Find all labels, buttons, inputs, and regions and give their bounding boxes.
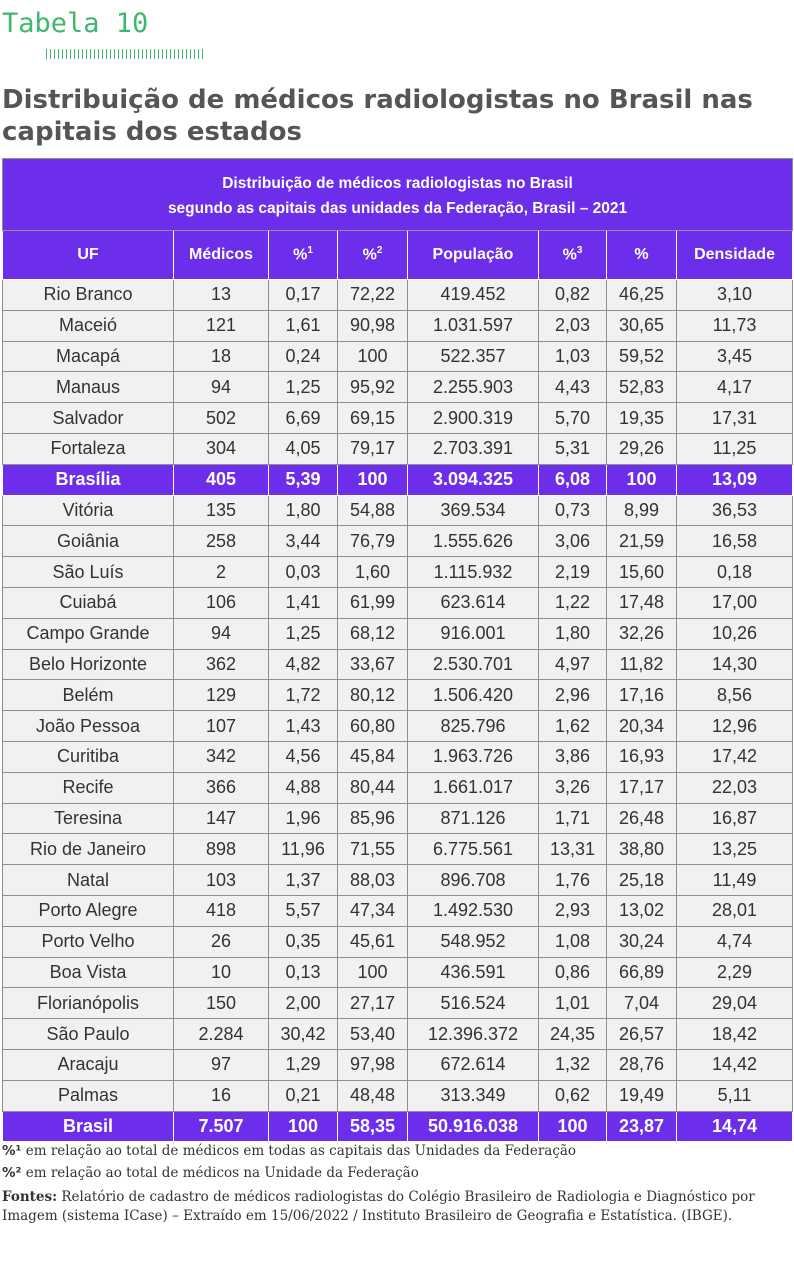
row-value-cell: 1.506.420	[408, 680, 539, 711]
row-capital-cell: Macapá	[3, 341, 174, 372]
table-row	[3, 557, 793, 588]
sources-label: Fontes:	[2, 1189, 58, 1205]
column-header-label: %	[362, 246, 377, 264]
table-row	[3, 618, 793, 649]
table-row	[3, 649, 793, 680]
row-value-cell: 6,69	[269, 403, 338, 434]
row-value-cell: 6,08	[539, 464, 607, 495]
row-value-cell: 5,31	[539, 433, 607, 464]
row-value-cell: 106	[174, 587, 269, 618]
row-value-cell: 30,65	[607, 310, 677, 341]
total-value-cell: 50.916.038	[408, 1111, 539, 1142]
row-value-cell: 11,49	[677, 865, 793, 896]
table-row	[3, 495, 793, 526]
row-value-cell: 419.452	[408, 280, 539, 311]
row-value-cell: 11,73	[677, 310, 793, 341]
row-value-cell: 4,43	[539, 372, 607, 403]
row-value-cell: 4,17	[677, 372, 793, 403]
row-capital-cell: Brasília	[3, 464, 174, 495]
row-value-cell: 107	[174, 711, 269, 742]
row-value-cell: 11,96	[269, 834, 338, 865]
row-value-cell: 129	[174, 680, 269, 711]
row-value-cell: 13,31	[539, 834, 607, 865]
row-value-cell: 12.396.372	[408, 1019, 539, 1050]
column-header	[174, 231, 269, 280]
row-value-cell: 1,96	[269, 803, 338, 834]
row-value-cell: 672.614	[408, 1049, 539, 1080]
row-value-cell: 79,17	[338, 433, 408, 464]
row-capital-cell: Goiânia	[3, 526, 174, 557]
row-value-cell: 1,25	[269, 618, 338, 649]
row-value-cell: 2,96	[539, 680, 607, 711]
row-value-cell: 2.530.701	[408, 649, 539, 680]
table-row	[3, 341, 793, 372]
row-value-cell: 1.555.626	[408, 526, 539, 557]
row-value-cell: 0,86	[539, 957, 607, 988]
row-value-cell: 369.534	[408, 495, 539, 526]
table-row	[3, 587, 793, 618]
row-value-cell: 1,80	[539, 618, 607, 649]
row-capital-cell: Fortaleza	[3, 433, 174, 464]
table-row	[3, 926, 793, 957]
row-capital-cell: João Pessoa	[3, 711, 174, 742]
row-value-cell: 4,56	[269, 741, 338, 772]
total-value-cell: 100	[269, 1111, 338, 1142]
table-row	[3, 372, 793, 403]
row-value-cell: 11,82	[607, 649, 677, 680]
row-value-cell: 1,08	[539, 926, 607, 957]
row-value-cell: 28,01	[677, 895, 793, 926]
row-value-cell: 0,21	[269, 1080, 338, 1111]
footnote-2-text: em relação ao total de médicos na Unidade da Federação	[25, 1165, 419, 1181]
row-value-cell: 60,80	[338, 711, 408, 742]
row-value-cell: 18	[174, 341, 269, 372]
row-value-cell: 54,88	[338, 495, 408, 526]
column-header	[607, 231, 677, 280]
row-value-cell: 100	[338, 464, 408, 495]
row-value-cell: 27,17	[338, 988, 408, 1019]
column-header-label: %	[562, 246, 577, 264]
row-value-cell: 1,72	[269, 680, 338, 711]
table-row	[3, 803, 793, 834]
row-value-cell: 13	[174, 280, 269, 311]
row-capital-cell: Florianópolis	[3, 988, 174, 1019]
sources-text: Relatório de cadastro de médicos radiologistas do Colégio Brasileiro de Radiologia e Diagnóstico por Imagem (sistema ICase) – Extraído em 15/06/2022 / Instituto Brasileiro de Geografia e Estatística. (IBGE).	[2, 1189, 755, 1224]
row-value-cell: 33,67	[338, 649, 408, 680]
row-value-cell: 3,45	[677, 341, 793, 372]
row-value-cell: 0,62	[539, 1080, 607, 1111]
row-value-cell: 17,00	[677, 587, 793, 618]
radiologists-table	[2, 158, 793, 1142]
row-value-cell: 4,88	[269, 772, 338, 803]
total-value-cell: 7.507	[174, 1111, 269, 1142]
table-row	[3, 772, 793, 803]
table-row	[3, 957, 793, 988]
row-value-cell: 0,13	[269, 957, 338, 988]
column-header-label: Médicos	[188, 246, 253, 263]
column-header	[338, 231, 408, 280]
row-value-cell: 4,74	[677, 926, 793, 957]
row-value-cell: 405	[174, 464, 269, 495]
table-row	[3, 741, 793, 772]
footnote-1-text: em relação ao total de médicos em todas as capitais das Unidades da Federação	[25, 1143, 577, 1159]
row-value-cell: 3,10	[677, 280, 793, 311]
row-capital-cell: Curitiba	[3, 741, 174, 772]
row-value-cell: 1,32	[539, 1049, 607, 1080]
table-row	[3, 310, 793, 341]
row-value-cell: 418	[174, 895, 269, 926]
total-label-cell: Brasil	[3, 1111, 174, 1142]
table-row	[3, 680, 793, 711]
row-value-cell: 32,26	[607, 618, 677, 649]
row-value-cell: 12,96	[677, 711, 793, 742]
row-value-cell: 29,26	[607, 433, 677, 464]
row-value-cell: 3,06	[539, 526, 607, 557]
row-value-cell: 26,48	[607, 803, 677, 834]
row-value-cell: 2.703.391	[408, 433, 539, 464]
row-value-cell: 135	[174, 495, 269, 526]
table-row	[3, 711, 793, 742]
footnote-1	[2, 1140, 782, 1162]
row-value-cell: 13,02	[607, 895, 677, 926]
row-value-cell: 1,25	[269, 372, 338, 403]
table-number-label: Tabela 10	[2, 8, 149, 39]
column-header-label: UF	[77, 246, 99, 263]
row-value-cell: 2.900.319	[408, 403, 539, 434]
table-row-highlighted	[3, 464, 793, 495]
row-value-cell: 4,97	[539, 649, 607, 680]
row-value-cell: 97	[174, 1049, 269, 1080]
row-value-cell: 1,37	[269, 865, 338, 896]
row-value-cell: 1,29	[269, 1049, 338, 1080]
row-capital-cell: Porto Alegre	[3, 895, 174, 926]
row-value-cell: 4,82	[269, 649, 338, 680]
table-row	[3, 433, 793, 464]
column-header-label: População	[432, 246, 514, 263]
row-value-cell: 4,05	[269, 433, 338, 464]
row-value-cell: 916.001	[408, 618, 539, 649]
row-capital-cell: Belo Horizonte	[3, 649, 174, 680]
column-header	[3, 231, 174, 280]
row-value-cell: 30,42	[269, 1019, 338, 1050]
row-value-cell: 19,35	[607, 403, 677, 434]
footnote-2-mark: %²	[2, 1165, 22, 1181]
row-value-cell: 76,79	[338, 526, 408, 557]
column-header-row	[3, 231, 793, 280]
row-value-cell: 0,73	[539, 495, 607, 526]
row-value-cell: 5,11	[677, 1080, 793, 1111]
row-value-cell: 15,60	[607, 557, 677, 588]
row-value-cell: 1,22	[539, 587, 607, 618]
row-value-cell: 30,24	[607, 926, 677, 957]
row-value-cell: 28,76	[607, 1049, 677, 1080]
row-value-cell: 45,84	[338, 741, 408, 772]
row-value-cell: 16,58	[677, 526, 793, 557]
row-value-cell: 53,40	[338, 1019, 408, 1050]
row-value-cell: 0,03	[269, 557, 338, 588]
row-value-cell: 2,93	[539, 895, 607, 926]
row-value-cell: 14,30	[677, 649, 793, 680]
row-value-cell: 0,24	[269, 341, 338, 372]
row-value-cell: 436.591	[408, 957, 539, 988]
row-value-cell: 5,57	[269, 895, 338, 926]
row-value-cell: 362	[174, 649, 269, 680]
row-value-cell: 18,42	[677, 1019, 793, 1050]
row-value-cell: 2,00	[269, 988, 338, 1019]
row-value-cell: 0,18	[677, 557, 793, 588]
row-value-cell: 8,56	[677, 680, 793, 711]
table-row	[3, 1080, 793, 1111]
row-value-cell: 896.708	[408, 865, 539, 896]
row-value-cell: 20,34	[607, 711, 677, 742]
column-header-superscript: 3	[576, 245, 583, 257]
column-header-superscript: 2	[376, 245, 383, 257]
row-value-cell: 2,03	[539, 310, 607, 341]
row-value-cell: 1.492.530	[408, 895, 539, 926]
table-total-row	[3, 1111, 793, 1142]
row-value-cell: 2,19	[539, 557, 607, 588]
row-value-cell: 1,43	[269, 711, 338, 742]
row-capital-cell: Boa Vista	[3, 957, 174, 988]
row-value-cell: 1,71	[539, 803, 607, 834]
row-capital-cell: Salvador	[3, 403, 174, 434]
row-value-cell: 623.614	[408, 587, 539, 618]
row-capital-cell: Palmas	[3, 1080, 174, 1111]
row-value-cell: 342	[174, 741, 269, 772]
row-value-cell: 100	[607, 464, 677, 495]
row-value-cell: 17,16	[607, 680, 677, 711]
row-value-cell: 13,09	[677, 464, 793, 495]
row-capital-cell: Porto Velho	[3, 926, 174, 957]
row-value-cell: 17,31	[677, 403, 793, 434]
row-value-cell: 871.126	[408, 803, 539, 834]
row-value-cell: 26,57	[607, 1019, 677, 1050]
row-value-cell: 80,12	[338, 680, 408, 711]
table-row	[3, 988, 793, 1019]
row-value-cell: 5,39	[269, 464, 338, 495]
column-header	[677, 231, 793, 280]
table-row	[3, 834, 793, 865]
footnote-2	[2, 1162, 782, 1184]
row-capital-cell: Campo Grande	[3, 618, 174, 649]
row-value-cell: 366	[174, 772, 269, 803]
row-capital-cell: Natal	[3, 865, 174, 896]
row-value-cell: 10,26	[677, 618, 793, 649]
row-value-cell: 38,80	[607, 834, 677, 865]
table-row	[3, 1049, 793, 1080]
row-value-cell: 1.963.726	[408, 741, 539, 772]
row-value-cell: 522.357	[408, 341, 539, 372]
row-value-cell: 2	[174, 557, 269, 588]
row-value-cell: 0,17	[269, 280, 338, 311]
row-value-cell: 3.094.325	[408, 464, 539, 495]
column-header-label: %	[634, 246, 649, 263]
row-value-cell: 1,01	[539, 988, 607, 1019]
footnote-1-mark: %¹	[2, 1143, 22, 1159]
row-value-cell: 59,52	[607, 341, 677, 372]
row-value-cell: 88,03	[338, 865, 408, 896]
row-value-cell: 0,35	[269, 926, 338, 957]
row-value-cell: 3,44	[269, 526, 338, 557]
row-value-cell: 6.775.561	[408, 834, 539, 865]
table-row	[3, 403, 793, 434]
row-value-cell: 72,22	[338, 280, 408, 311]
row-capital-cell: Cuiabá	[3, 587, 174, 618]
row-value-cell: 17,42	[677, 741, 793, 772]
row-value-cell: 5,70	[539, 403, 607, 434]
row-value-cell: 3,86	[539, 741, 607, 772]
row-value-cell: 3,26	[539, 772, 607, 803]
row-capital-cell: Manaus	[3, 372, 174, 403]
footnotes	[2, 1140, 782, 1226]
total-value-cell: 100	[539, 1111, 607, 1142]
row-capital-cell: Rio Branco	[3, 280, 174, 311]
row-value-cell: 22,03	[677, 772, 793, 803]
row-value-cell: 103	[174, 865, 269, 896]
row-value-cell: 1.115.932	[408, 557, 539, 588]
row-value-cell: 7,04	[607, 988, 677, 1019]
row-value-cell: 16,87	[677, 803, 793, 834]
total-value-cell: 23,87	[607, 1111, 677, 1142]
row-value-cell: 2.284	[174, 1019, 269, 1050]
row-value-cell: 26	[174, 926, 269, 957]
row-capital-cell: Teresina	[3, 803, 174, 834]
row-value-cell: 150	[174, 988, 269, 1019]
row-value-cell: 45,61	[338, 926, 408, 957]
row-capital-cell: Rio de Janeiro	[3, 834, 174, 865]
column-header-label: Densidade	[694, 246, 775, 263]
row-value-cell: 95,92	[338, 372, 408, 403]
row-value-cell: 258	[174, 526, 269, 557]
row-value-cell: 1,62	[539, 711, 607, 742]
row-value-cell: 19,49	[607, 1080, 677, 1111]
total-value-cell: 14,74	[677, 1111, 793, 1142]
row-value-cell: 71,55	[338, 834, 408, 865]
sources-note	[2, 1188, 782, 1226]
row-value-cell: 10	[174, 957, 269, 988]
row-capital-cell: Maceió	[3, 310, 174, 341]
row-value-cell: 36,53	[677, 495, 793, 526]
row-value-cell: 1,03	[539, 341, 607, 372]
row-value-cell: 898	[174, 834, 269, 865]
row-value-cell: 16,93	[607, 741, 677, 772]
column-header	[539, 231, 607, 280]
row-value-cell: 14,42	[677, 1049, 793, 1080]
row-value-cell: 0,82	[539, 280, 607, 311]
row-value-cell: 24,35	[539, 1019, 607, 1050]
row-value-cell: 29,04	[677, 988, 793, 1019]
row-value-cell: 85,96	[338, 803, 408, 834]
column-header	[408, 231, 539, 280]
row-value-cell: 25,18	[607, 865, 677, 896]
row-value-cell: 21,59	[607, 526, 677, 557]
row-value-cell: 13,25	[677, 834, 793, 865]
section-heading: Distribuição de médicos radiologistas no Brasil nas capitais dos estados	[2, 85, 753, 147]
row-value-cell: 1,61	[269, 310, 338, 341]
table-row	[3, 280, 793, 311]
row-value-cell: 47,34	[338, 895, 408, 926]
row-value-cell: 304	[174, 433, 269, 464]
row-value-cell: 97,98	[338, 1049, 408, 1080]
row-value-cell: 1.661.017	[408, 772, 539, 803]
row-value-cell: 100	[338, 957, 408, 988]
column-header	[269, 231, 338, 280]
row-capital-cell: São Luís	[3, 557, 174, 588]
row-value-cell: 548.952	[408, 926, 539, 957]
caption-line-1: Distribuição de médicos radiologistas no Brasil	[222, 174, 573, 192]
column-header-label: %	[293, 246, 308, 264]
column-header-superscript: 1	[307, 245, 313, 257]
row-value-cell: 100	[338, 341, 408, 372]
row-value-cell: 16	[174, 1080, 269, 1111]
row-value-cell: 2.255.903	[408, 372, 539, 403]
row-capital-cell: São Paulo	[3, 1019, 174, 1050]
caption-line-2: segundo as capitais das unidades da Federação, Brasil – 2021	[167, 199, 628, 217]
total-value-cell: 58,35	[338, 1111, 408, 1142]
row-value-cell: 516.524	[408, 988, 539, 1019]
row-value-cell: 313.349	[408, 1080, 539, 1111]
row-value-cell: 46,25	[607, 280, 677, 311]
row-value-cell: 68,12	[338, 618, 408, 649]
row-value-cell: 80,44	[338, 772, 408, 803]
decorative-tick-divider	[46, 49, 204, 59]
row-value-cell: 1,80	[269, 495, 338, 526]
row-value-cell: 52,83	[607, 372, 677, 403]
row-value-cell: 2,29	[677, 957, 793, 988]
row-value-cell: 17,17	[607, 772, 677, 803]
row-value-cell: 8,99	[607, 495, 677, 526]
row-value-cell: 69,15	[338, 403, 408, 434]
row-value-cell: 121	[174, 310, 269, 341]
row-capital-cell: Belém	[3, 680, 174, 711]
row-value-cell: 1.031.597	[408, 310, 539, 341]
row-value-cell: 502	[174, 403, 269, 434]
row-value-cell: 11,25	[677, 433, 793, 464]
table-row	[3, 1019, 793, 1050]
row-value-cell: 61,99	[338, 587, 408, 618]
row-value-cell: 1,60	[338, 557, 408, 588]
table-row	[3, 865, 793, 896]
row-value-cell: 825.796	[408, 711, 539, 742]
row-value-cell: 48,48	[338, 1080, 408, 1111]
table-body	[3, 280, 793, 1142]
row-value-cell: 1,41	[269, 587, 338, 618]
row-capital-cell: Aracaju	[3, 1049, 174, 1080]
row-value-cell: 17,48	[607, 587, 677, 618]
row-value-cell: 90,98	[338, 310, 408, 341]
row-value-cell: 1,76	[539, 865, 607, 896]
row-capital-cell: Vitória	[3, 495, 174, 526]
table-caption	[3, 159, 793, 231]
row-value-cell: 147	[174, 803, 269, 834]
table-row	[3, 895, 793, 926]
row-value-cell: 66,89	[607, 957, 677, 988]
row-value-cell: 94	[174, 372, 269, 403]
table-row	[3, 526, 793, 557]
row-value-cell: 94	[174, 618, 269, 649]
row-capital-cell: Recife	[3, 772, 174, 803]
